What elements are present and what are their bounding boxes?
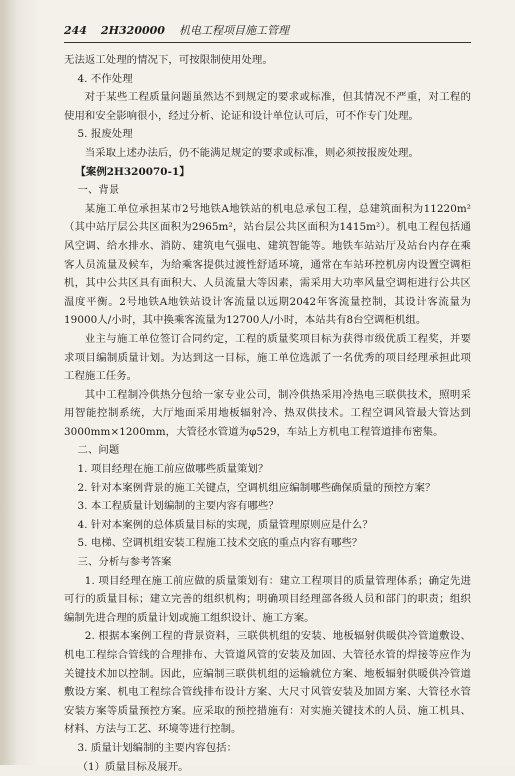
- paragraph: 4. 不作处理: [77, 72, 133, 85]
- page-number: 244: [64, 24, 87, 37]
- page-header: [64, 22, 471, 43]
- paragraph: 某施工单位承担某市2号地铁A地铁站的机电总承包工程，总建筑面积为11220m²（其中站厅层公共区面积为2965m²，站台层公共区面积为1415m²）。机电工程包括通风空调、给水排水、消防、建筑电气强电、建筑智能等。地铁车站站厅及站台内存在乘客人员流量及候车，为给乘客提供过渡性舒适环境，通常在车站环控机房内设置空调柜机，其中公共区具有面积大、人员流量大等因素，需采用大功率风量空调柜进行公共区温度平衡。2号地铁A地铁站设计客流量以远期2042年客流量控制，其设计客流量为19000人/小时，其中换乘客流量为12700人/小时，本站共有8台空调柜机组。: [64, 202, 471, 327]
- paragraph: 其中工程制冷供热分包给一家专业公司，制冷供热采用冷热电三联供技术，照明采用智能控制系统，大厅地面采用地板辐射冷、热双供技术。工程空调风管最大管达到3000mm×1200mm，大管径水管道为φ529，车站上方机电工程管道排布密集。: [64, 388, 471, 438]
- paragraph: 2. 针对本案例背景的施工关键点，空调机组应编制哪些确保质量的预控方案？: [77, 481, 436, 494]
- section-heading: 二、问题: [77, 444, 120, 457]
- binding-shadow: [0, 0, 18, 765]
- paragraph: 2. 根据本案例工程的背景资料，三联供机组的安装、地板辐射供暖供冷管道敷设、机电工程综合管线的合理排布、大管道风管的安装及加固、大管径水管的焊接等应作为关键技术加以控制。因此，应编制三联供机组的运输就位方案、地板辐射供暖供冷管道敷设方案、机电工程综合管线排布设计方案、大尺寸风管安装及加固方案、大管径水管安装方案等质量预控方案。应采取的预控措施有：对实施关键技术的人员、施工机具、材料、方法与工艺、环境等进行控制。: [64, 630, 471, 736]
- chapter-code: 2H320000: [100, 24, 165, 37]
- paragraph: 无法返工处理的情况下，可按限制使用处理。: [64, 54, 273, 66]
- paragraph: 5. 电梯、空调机组安装工程施工技术交底的重点内容有哪些？: [77, 537, 363, 550]
- paragraph: 当采取上述办法后，仍不能满足规定的要求或标准，则必须按报废处理。: [84, 146, 419, 159]
- paragraph: 业主与施工单位签订合同约定，工程的质量奖项目标为获得市级优质工程奖，并要求项目编制质量计划。为达到这一目标，施工单位选派了一名优秀的项目经理承担此项工程施工任务。: [64, 332, 471, 383]
- chapter-title: 机电工程项目施工管理: [178, 24, 289, 37]
- paragraph: 对于某些工程质量问题虽然达不到规定的要求或标准，但其情况不严重，对工程的使用和安全影响很小，经过分析、论证和设计单位认可后，可不作专门处理。: [64, 91, 471, 122]
- paragraph: 5. 报废处理: [77, 128, 133, 141]
- page-body: [64, 51, 471, 776]
- paragraph: 3. 质量计划编制的主要内容包括：: [77, 741, 238, 754]
- section-heading: 一、背景: [77, 184, 120, 197]
- section-heading: 【案例2H320070-1】: [75, 165, 190, 178]
- paragraph: 1. 项目经理在施工前应做哪些质量策划？: [77, 463, 269, 476]
- paragraph: 3. 本工程质量计划编制的主要内容有哪些？: [77, 500, 279, 513]
- paragraph: 1. 项目经理在施工前应做的质量策划有：建立工程项目的质量管理体系；确定先进可行的质量目标；建立完善的组织机构；明确项目经理部各级人员和部门的职责；组织编制先进合理的质量计划或施工组织设计、施工方案。: [64, 574, 471, 624]
- paragraph: （1）质量目标及展开。: [77, 760, 189, 773]
- section-heading: 三、分析与参考答案: [77, 556, 172, 569]
- paragraph: 4. 针对本案例的总体质量目标的实现，质量管理原则应是什么？: [77, 518, 373, 531]
